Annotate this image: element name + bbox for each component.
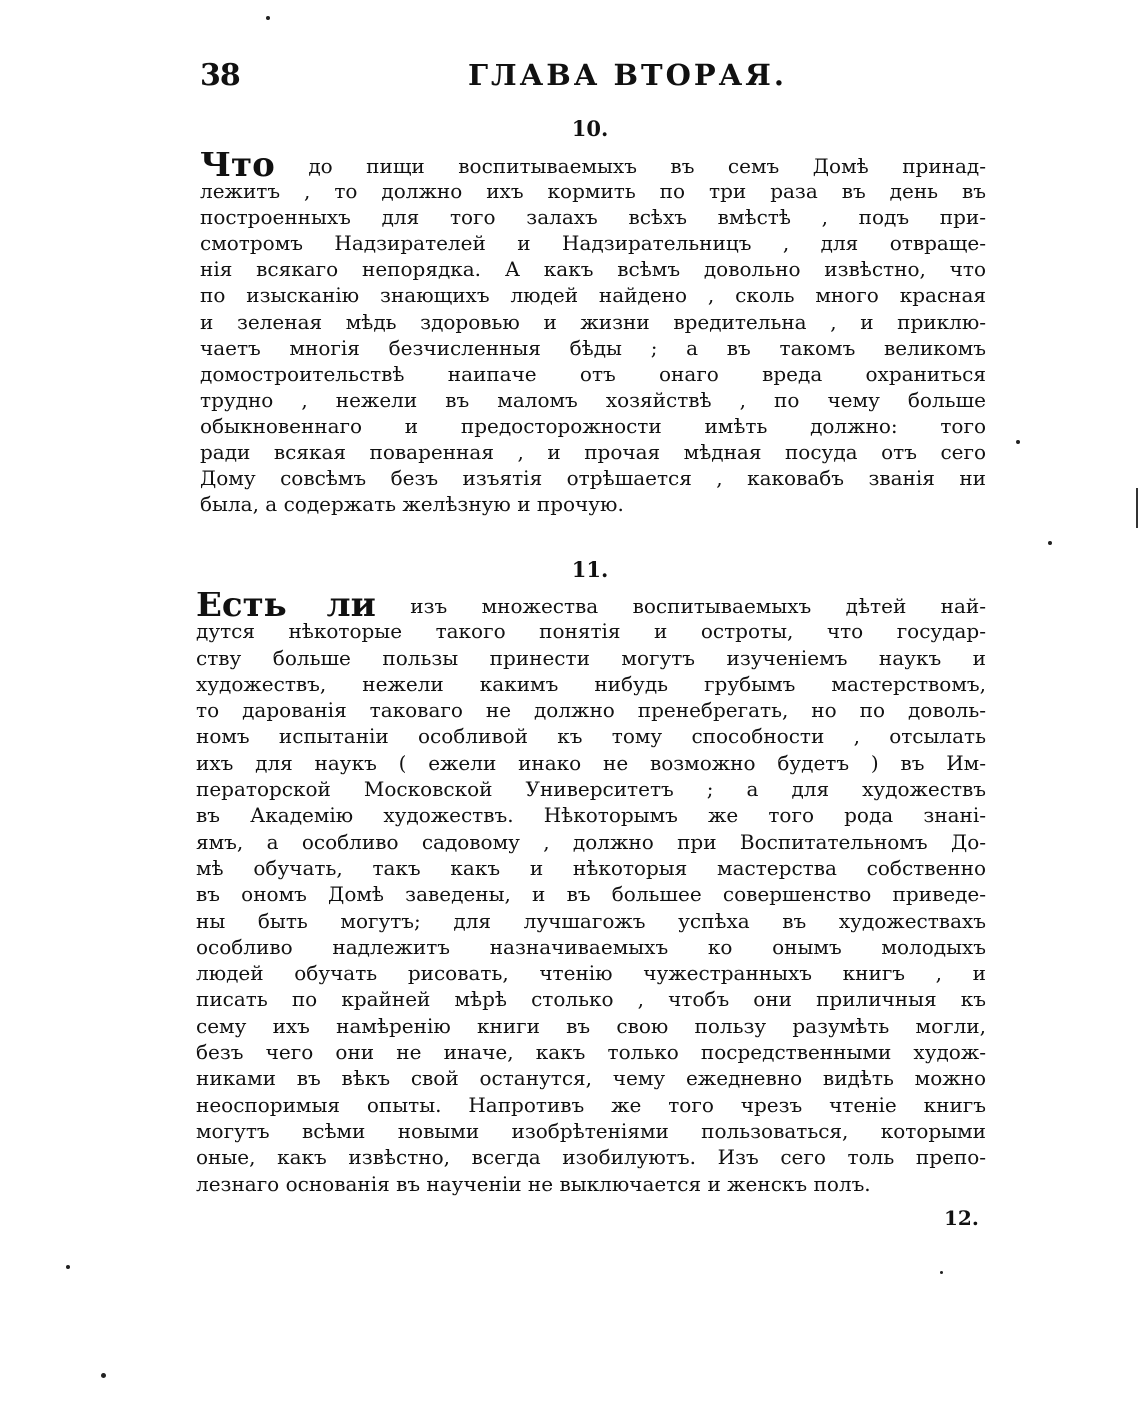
section-paragraph (200, 152, 986, 517)
section-number: 11. (571, 557, 609, 582)
ink-speck (940, 1271, 943, 1274)
text-line: чаетъ многія безчисленныя бѣды ; а въ такомъ великомъ (200, 335, 986, 360)
text-line: въ ономъ Домѣ заведены, и въ большее совершенство приведе- (196, 882, 986, 907)
ink-speck (266, 16, 270, 20)
ink-speck (1016, 440, 1020, 444)
text-line: особливо надлежитъ назначиваемыхъ ко онымъ молодыхъ (196, 934, 986, 959)
text-line: никами въ вѣкъ свой останутся, чему ежедневно видѣть можно (196, 1066, 986, 1091)
text-line: писать по крайней мѣрѣ столько , чтобъ они приличныя къ (196, 987, 986, 1012)
text-line: въ Академію художествъ. Нѣкоторымъ же того рода знані- (196, 803, 986, 828)
ink-speck (101, 1373, 106, 1378)
page-edge-mark (1136, 488, 1138, 528)
ink-speck (1048, 541, 1052, 545)
text-line: была, а содержать желѣзную и прочую. (200, 492, 624, 517)
text-line: лезнаго основанія въ наученіи не выключается и женскъ полъ. (196, 1171, 871, 1196)
text-line: ради всякая поваренная , и прочая мѣдная посуда отъ сего (200, 440, 986, 465)
text-line: мѣ обучать, такъ какъ и нѣкоторыя мастерства собственно (196, 855, 986, 880)
text-line: сему ихъ намѣренію книги въ свою пользу разумѣть могли, (196, 1013, 986, 1038)
ink-speck (66, 1265, 70, 1269)
text-line: трудно , нежели въ маломъ хозяйствѣ , по чему больше (200, 387, 986, 412)
text-line: Дому совсѣмъ безъ изъятія отрѣшается , каковабъ званія ни (200, 466, 986, 491)
page-number: 38 (200, 58, 240, 93)
text-line: ны быть могутъ; для лучшагожъ успѣха въ художествахъ (196, 908, 986, 933)
text-line: ператорской Московской Университетъ ; а для художествъ (196, 777, 986, 802)
text-line: оные, какъ извѣстно, всегда изобилуютъ. Изъ сего толь препо- (196, 1145, 986, 1170)
text-line: построенныхъ для того залахъ всѣхъ вмѣстѣ , подъ при- (200, 205, 986, 230)
text-line: ямъ, а особливо садовому , должно при Воспитательномъ До- (196, 829, 986, 854)
text-line: нія всякаго непорядка. А какъ всѣмъ довольно извѣстно, что (200, 257, 986, 282)
text-line: смотромъ Надзирателей и Надзирательницъ , для отвраще- (200, 231, 986, 256)
text-line: то дарованія таковаго не должно пренебрегать, но по доволь- (196, 698, 986, 723)
text-line: ихъ для наукъ ( ежели инако не возможно будетъ ) въ Им- (196, 750, 986, 775)
text-line: могутъ всѣми новыми изобрѣтеніями пользоваться, которыми (196, 1118, 986, 1143)
text-line: безъ чего они не иначе, какъ только посредственными худож- (196, 1040, 986, 1065)
lead-word: Есть ли (196, 592, 376, 619)
text-line: и зеленая мѣдь здоровью и жизни вредительна , и приклю- (200, 309, 986, 334)
text-line: ству больше пользы принести могутъ изученіемъ наукъ и (196, 645, 986, 670)
running-title: ГЛАВА ВТОРАЯ. (468, 58, 787, 92)
text-line: художествъ, нежели какимъ нибудь грубымъ мастерствомъ, (196, 671, 986, 696)
text-line: номъ испытаніи особливой къ тому способности , отсылать (196, 724, 986, 749)
text-line: Что до пищи воспитываемыхъ въ семъ Домѣ принад- (200, 152, 986, 178)
text-line: Есть ли изъ множества воспитываемыхъ дѣтей най- (196, 592, 986, 618)
text-line: дутся нѣкоторые такого понятія и остроты, что государ- (196, 619, 986, 644)
text-line: обыкновеннаго и предосторожности имѣть должно: того (200, 413, 986, 438)
text-line: неоспоримыя опыты. Напротивъ же того чрезъ чтеніе книгъ (196, 1092, 986, 1117)
text-line: по изысканію знающихъ людей найдено , сколь много красная (200, 283, 986, 308)
section-paragraph (196, 592, 986, 1197)
text-line: домостроительствѣ наипаче отъ онаго вреда охраниться (200, 361, 986, 386)
lead-word: Что (200, 152, 275, 179)
text-line: людей обучать рисовать, чтенію чужестранныхъ книгъ , и (196, 961, 986, 986)
catchword: 12. (944, 1206, 979, 1230)
section-number: 10. (571, 116, 609, 141)
text-line: лежитъ , то должно ихъ кормить по три раза въ день въ (200, 179, 986, 204)
